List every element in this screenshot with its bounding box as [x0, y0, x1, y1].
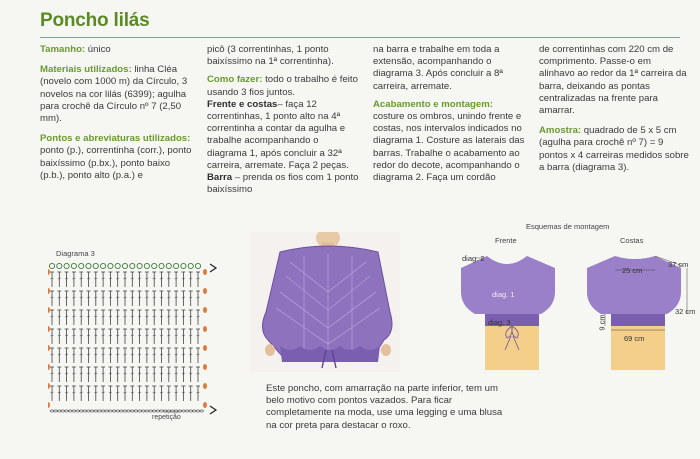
materials-label: Materiais utilizados: [40, 64, 132, 76]
picot-text: picô (3 correntinhas, 1 ponto baixíssimo na 1ª correntinha). [207, 44, 334, 68]
diag2-label: diag. 2 [462, 254, 485, 263]
materials-paragraph [40, 64, 192, 125]
schematic-title: Esquemas de montagem [526, 222, 610, 231]
front-label: Frente [495, 236, 517, 245]
diagram-3-chart [48, 258, 218, 418]
title-divider [40, 37, 680, 38]
cord-paragraph [539, 44, 689, 117]
front-piece-shape [461, 256, 555, 314]
back-label: Costas [620, 236, 644, 245]
back-band-shape [611, 314, 665, 326]
diag1-label: diag. 1 [492, 290, 515, 299]
size-value: único [85, 44, 111, 55]
dim-32cm: 32 cm [675, 307, 696, 316]
size-label: Tamanho: [40, 44, 86, 55]
dim-25cm: 25 cm [622, 266, 643, 275]
gauge-paragraph [539, 125, 689, 174]
border-label: Barra [207, 172, 233, 184]
poncho-photo [250, 232, 400, 372]
dim-69cm: 69 cm [624, 334, 645, 343]
stitches-label: Pontos e abreviaturas utilizados: [40, 133, 191, 145]
gauge-label: Amostra: [539, 125, 582, 137]
repeat-label: repetição [152, 414, 181, 421]
back-piece-shape [587, 256, 681, 314]
text-column-1 [40, 44, 192, 190]
text-column-4 [539, 44, 689, 182]
gauge-text: quadrado de 5 x 5 cm (agulha para crochê nº 7) = 9 pontos x 4 carreiras medidos sobre a barra (diagrama 3). [539, 125, 689, 173]
text-column-2 [207, 44, 359, 204]
border-text: – prenda os fios com 1 ponto baixíssimo [207, 172, 359, 196]
front-back-label: Frente e costas [207, 98, 278, 110]
dim-37cm: 37 cm [668, 260, 689, 269]
size-paragraph [40, 44, 192, 56]
front-back-text: – faça 12 correntinhas, 1 ponto alto na 4ª correntinha a contar da agulha e trabalhe acompanhando o diagrama 1, após concluir a 32ª carreira, arremate. Faça 2 peças. [207, 98, 349, 171]
assembly-schematic [455, 246, 700, 376]
border-continued-text: na barra e trabalhe em toda a extensão, acompanhando o diagrama 3. Após concluir a 8ª carreira, arremate. [373, 44, 503, 92]
how-to-label: Como fazer: [207, 74, 263, 86]
stitches-text: ponto (p.), correntinha (corr.), ponto baixíssimo (p.bx.), ponto baixo (p.b.), ponto alto (p.a.) e [40, 145, 192, 181]
how-to-text: todo o trabalho é feito usando 3 fios juntos. [207, 74, 358, 98]
finishing-paragraph [373, 99, 525, 184]
how-to-paragraph [207, 74, 359, 196]
back-skin-shape [611, 326, 665, 370]
border-continued-paragraph [373, 44, 525, 93]
diag3-label: diag. 3 [488, 318, 511, 327]
materials-text: linha Cléa (novelo com 1000 m) da Círculo, 3 novelos na cor lilás (6399); agulha para crochê da Círculo nº 7 (2,50 mm). [40, 64, 188, 125]
cord-text: de correntinhas com 220 cm de comprimento. Passe-o em alinhavo ao redor da 1ª carreira da barra, deixando as pontas centralizadas na frente para amarrar. [539, 44, 687, 117]
picot-paragraph [207, 44, 359, 68]
diagram-3-title: Diagrama 3 [56, 249, 95, 258]
stitches-paragraph [40, 133, 192, 182]
page-title: Poncho lilás [40, 10, 150, 31]
photo-caption: Este poncho, com amarração na parte inferior, tem um belo motivo com pontos vazados. Para ficar completamente na moda, use uma legging e uma blusa na cor preta para destacar o roxo. [266, 383, 503, 431]
text-column-3 [373, 44, 525, 192]
finishing-label: Acabamento e montagem: [373, 98, 493, 110]
finishing-text: costure os ombros, unindo frente e costas, nos intervalos indicados no diagrama 1. Costure as laterais das barras. Trabalhe o acabamento ao redor do decote, acompanhando o diagrama 2. Faça um cordão [373, 111, 525, 184]
dim-9cm: 9 cm [597, 314, 607, 331]
